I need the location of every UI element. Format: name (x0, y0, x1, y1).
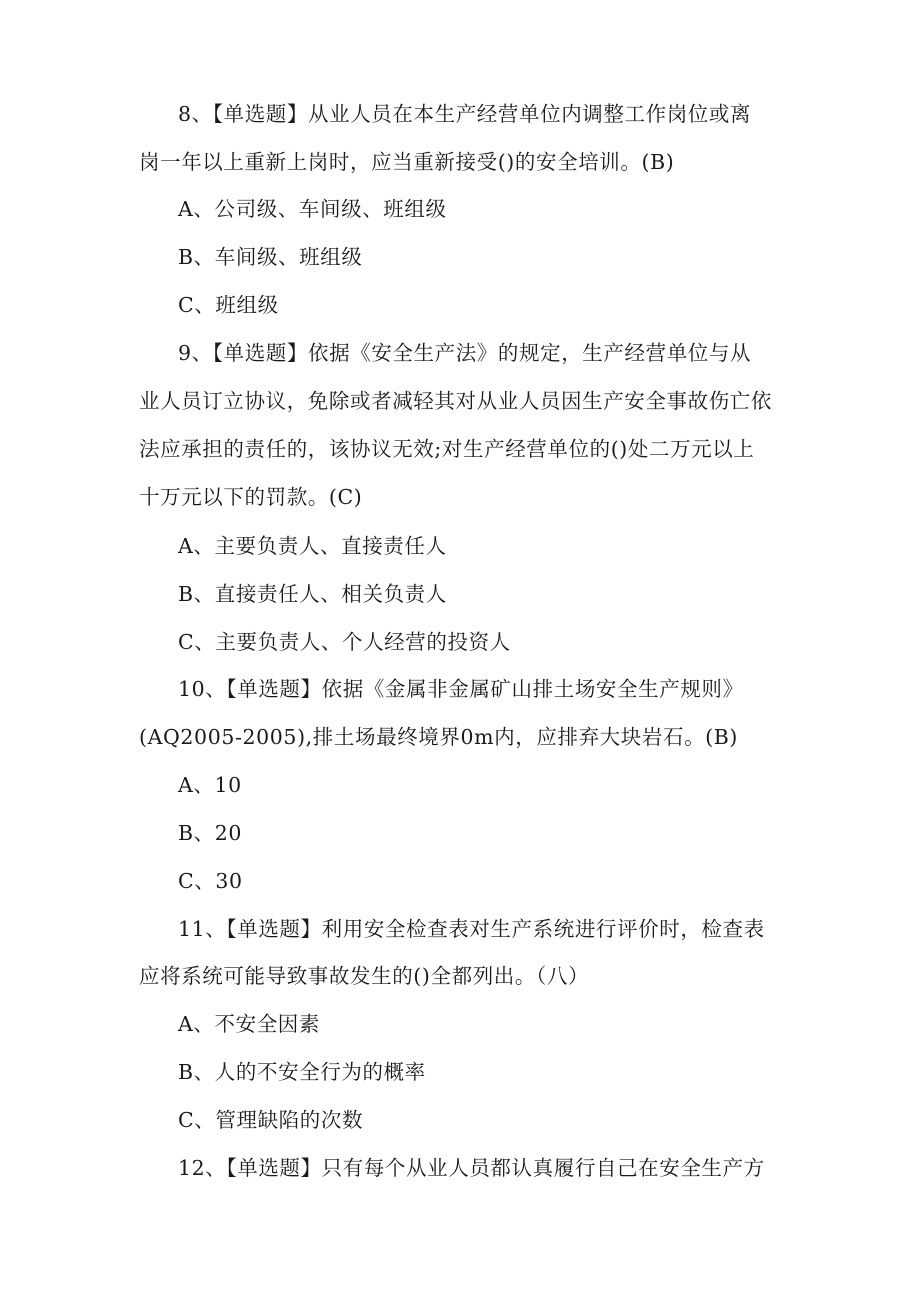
question-8-line-1: 8、【单选题】从业人员在本生产经营单位内调整工作岗位或离 (178, 102, 752, 126)
question-8-line-2: 岗一年以上重新上岗时，应当重新接受()的安全培训。(B) (139, 150, 675, 174)
question-8-option-c: C、班组级 (178, 293, 279, 317)
question-9-line-2: 业人员订立协议，免除或者减轻其对从业人员因生产安全事故伤亡依 (139, 389, 772, 413)
question-10-option-a: A、10 (178, 773, 242, 797)
question-11-line-2: 应将系统可能导致事故发生的()全都列出。（八） (139, 964, 590, 988)
question-9-option-b: B、直接责任人、相关负责人 (178, 582, 447, 606)
question-9-option-c: C、主要负责人、个人经营的投资人 (178, 630, 511, 654)
question-11-option-c: C、管理缺陷的次数 (178, 1108, 364, 1132)
question-11-option-b: B、人的不安全行为的概率 (178, 1060, 426, 1084)
question-9-line-3: 法应承担的责任的，该协议无效;对生产经营单位的()处二万元以上 (139, 437, 755, 461)
question-8-option-a: A、公司级、车间级、班组级 (178, 197, 447, 221)
question-10-option-c: C、30 (178, 869, 243, 893)
question-9-line-1: 9、【单选题】依据《安全生产法》的规定，生产经营单位与从 (178, 341, 752, 365)
question-9-line-4: 十万元以下的罚款。(C) (139, 485, 363, 509)
question-10-line-1: 10、【单选题】依据《金属非金属矿山排土场安全生产规则》 (178, 677, 744, 701)
question-10-line-2: (AQ2005-2005),排土场最终境界0m内，应排弃大块岩石。(B) (139, 725, 739, 749)
question-9-option-a: A、主要负责人、直接责任人 (178, 534, 447, 558)
question-12-line-1: 12、【单选题】只有每个从业人员都认真履行自己在安全生产方 (178, 1156, 765, 1180)
question-11-option-a: A、不安全因素 (178, 1012, 321, 1036)
question-11-line-1: 11、【单选题】利用安全检查表对生产系统进行评价时，检查表 (178, 917, 765, 941)
question-8-option-b: B、车间级、班组级 (178, 245, 363, 269)
question-10-option-b: B、20 (178, 821, 243, 845)
